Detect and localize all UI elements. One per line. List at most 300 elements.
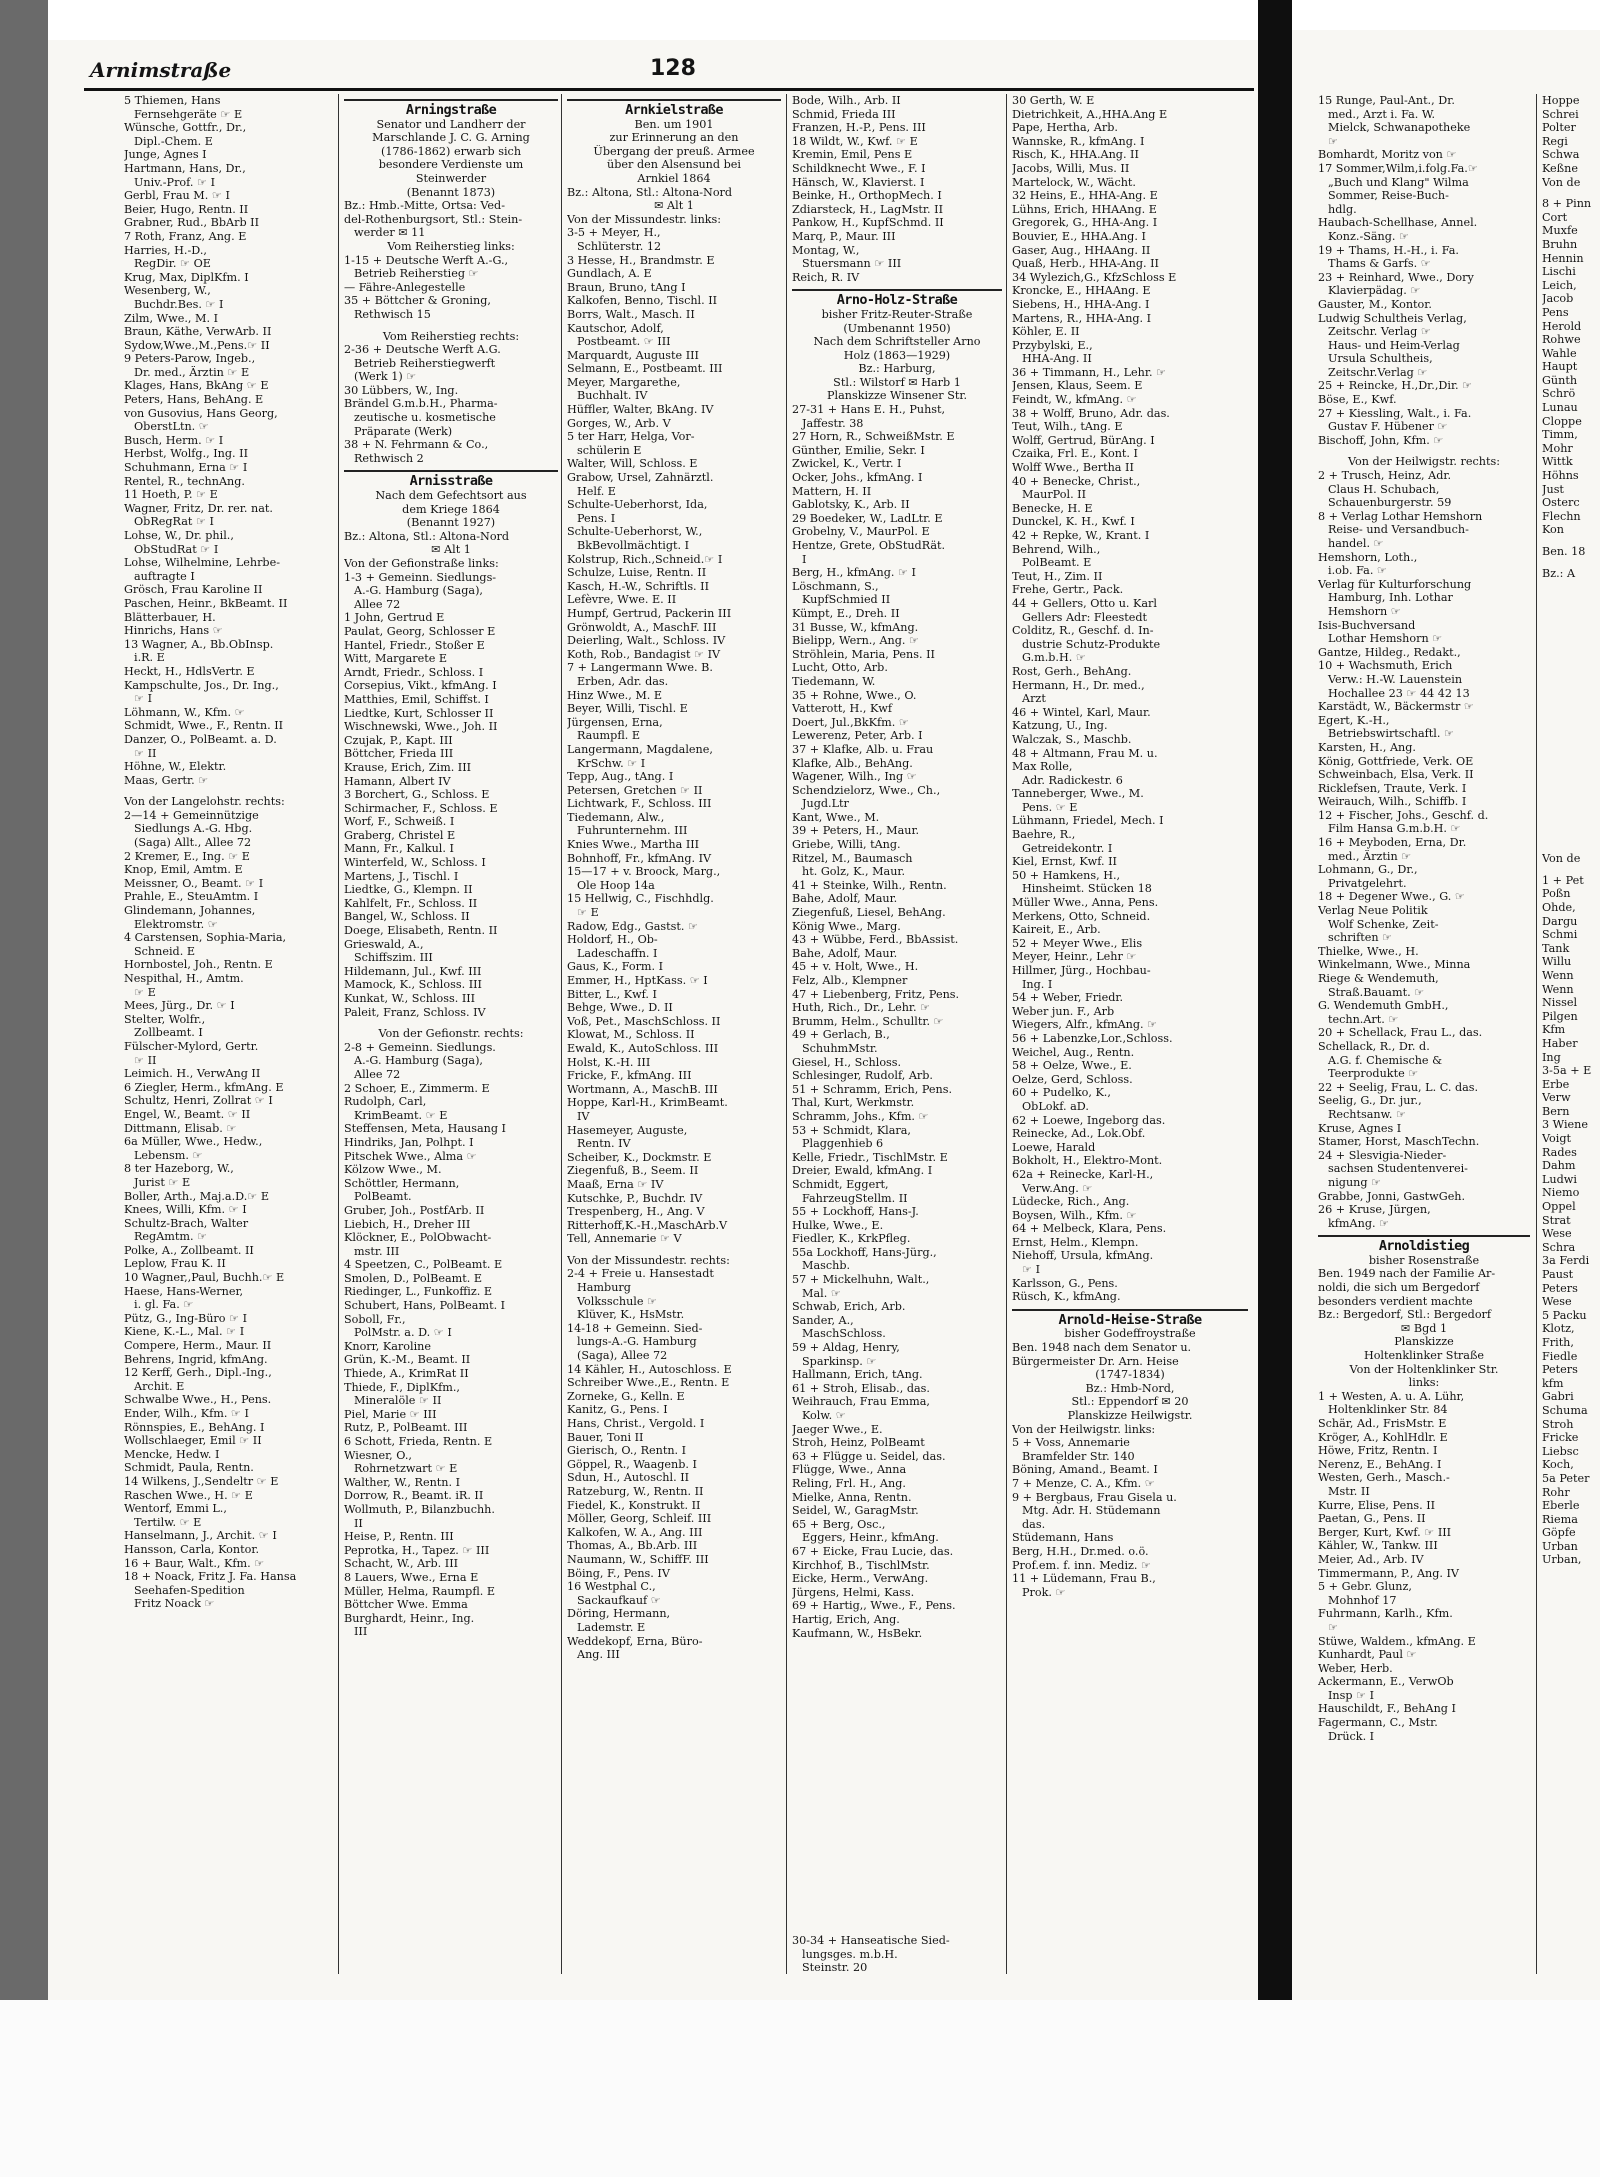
entry-continuation: ☞ E bbox=[134, 985, 156, 999]
directory-entry: 4 Carstensen, Sophia-Maria, bbox=[124, 931, 287, 945]
street-heading: Arnold-Heise-Straße bbox=[1012, 1309, 1248, 1328]
directory-entry: 4 Speetzen, C., PolBeamt. E bbox=[344, 1258, 503, 1272]
entry-gap bbox=[1542, 836, 1600, 844]
entry-continuation: Fritz Noack ☞ bbox=[134, 1597, 215, 1611]
entry-continuation: Haus- und Heim-Verlag bbox=[1328, 338, 1460, 352]
directory-entry: Sander, A., bbox=[792, 1313, 854, 1327]
street-note: Marschlande J. C. G. Arning bbox=[372, 131, 530, 145]
directory-entry: Schwa bbox=[1542, 148, 1580, 162]
entry-continuation: A.-G. Hamburg (Saga), bbox=[354, 1054, 483, 1068]
directory-entry: Pens bbox=[1542, 305, 1569, 319]
street-note: Arnkiel 1864 bbox=[637, 171, 711, 185]
directory-entry: Walter, Will, Schloss. E bbox=[567, 457, 698, 471]
street-note: Steinwerder bbox=[415, 171, 487, 185]
street-heading: Arnisstraße bbox=[344, 470, 558, 489]
directory-entry: Radow, Edg., Gastst. ☞ bbox=[567, 919, 698, 933]
directory-entry: Lichtwark, F., Schloss. III bbox=[567, 797, 712, 811]
directory-entry: Dreier, Ewald, kfmAng. I bbox=[792, 1164, 933, 1178]
street-note: Bz.: Harburg, bbox=[858, 362, 936, 376]
entry-gap bbox=[1542, 772, 1600, 780]
column-5 bbox=[1012, 94, 1248, 1974]
directory-entry: Thiede, F., DiplKfm., bbox=[344, 1380, 460, 1394]
directory-entry: Paulat, Georg, Schlosser E bbox=[344, 624, 496, 638]
directory-entry: Ohde, bbox=[1542, 900, 1576, 914]
directory-entry: Bielipp, Wern., Ang. ☞ bbox=[792, 634, 920, 648]
directory-entry: Bahe, Adolf, Maur. bbox=[792, 946, 898, 960]
directory-entry: 3a Ferdi bbox=[1542, 1254, 1590, 1268]
directory-entry: Schuhmann, Erna ☞ I bbox=[124, 461, 248, 475]
entry-continuation: med., Arzt i. Fa. W. bbox=[1328, 107, 1436, 121]
directory-entry: 15 Hellwig, C., Fischhdlg. bbox=[567, 892, 714, 906]
directory-entry: Krug, Max, DiplKfm. I bbox=[124, 270, 249, 284]
directory-entry: Kümpt, E., Dreh. II bbox=[792, 606, 900, 620]
directory-entry: Maaß, Erna ☞ IV bbox=[567, 1177, 664, 1191]
directory-entry: Wese bbox=[1542, 1227, 1572, 1241]
directory-entry: 34 Wylezich,G., KfzSchloss E bbox=[1012, 270, 1177, 284]
directory-entry: Weichel, Aug., Rentn. bbox=[1012, 1045, 1135, 1059]
directory-entry: Feindt, W., kfmAng. ☞ bbox=[1012, 393, 1137, 407]
directory-entry: Knop, Emil, Amtm. E bbox=[124, 863, 243, 877]
directory-entry: Teut, Wilh., tAng. E bbox=[1012, 420, 1123, 434]
directory-entry: Mann, Fr., Kalkul. I bbox=[344, 842, 454, 856]
directory-entry: von Gusovius, Hans Georg, bbox=[124, 406, 278, 420]
directory-entry: Nissel bbox=[1542, 996, 1578, 1010]
entry-continuation: dustrie Schutz-Produkte bbox=[1022, 637, 1161, 651]
directory-entry: Grobelny, V., MaurPol. E bbox=[792, 525, 930, 539]
directory-entry: Katzung, U., Ing. bbox=[1012, 719, 1108, 733]
directory-entry: Rost, Gerh., BehAng. bbox=[1012, 664, 1132, 678]
directory-entry: Paetan, G., Pens. II bbox=[1318, 1512, 1426, 1526]
directory-entry: Mielke, Anna, Rentn. bbox=[792, 1490, 912, 1504]
entry-continuation: Konz.-Säng. ☞ bbox=[1328, 229, 1410, 243]
directory-entry: Paust bbox=[1542, 1268, 1574, 1281]
directory-entry: Hornbostel, Joh., Rentn. E bbox=[124, 958, 273, 972]
street-note: Nach dem Gefechtsort aus bbox=[375, 489, 527, 503]
directory-entry: Timm, bbox=[1542, 428, 1578, 442]
directory-entry: Schulte-Ueberhorst, W., bbox=[567, 525, 703, 539]
directory-entry: Günther, Emilie, Sekr. I bbox=[792, 443, 925, 457]
entry-continuation: (Werk 1) ☞ bbox=[354, 370, 417, 384]
entry-continuation: Pens. ☞ E bbox=[1022, 800, 1078, 814]
directory-entry: 48 + Altmann, Frau M. u. bbox=[1012, 746, 1158, 760]
directory-entry: Ricklefsen, Traute, Verk. I bbox=[1318, 781, 1467, 795]
street-heading: Arno-Holz-Straße bbox=[792, 289, 1002, 308]
directory-entry: Kampschulte, Jos., Dr. Ing., bbox=[124, 678, 279, 692]
entry-gap bbox=[1542, 660, 1600, 668]
directory-entry: Hasemeyer, Auguste, bbox=[567, 1123, 688, 1137]
directory-entry: Beier, Hugo, Rentn. II bbox=[124, 202, 249, 216]
directory-entry: 40 + Benecke, Christ., bbox=[1012, 474, 1141, 488]
directory-entry: Bohnhoff, Fr., kfmAng. IV bbox=[567, 851, 712, 865]
directory-entry: 23 + Reinhard, Wwe., Dory bbox=[1318, 270, 1474, 284]
entry-continuation: III bbox=[354, 1625, 368, 1639]
directory-entry: Klafke, Alb., BehAng. bbox=[792, 756, 913, 770]
entry-continuation: MaurPol. II bbox=[1022, 488, 1087, 502]
directory-entry: 9 + Bergbaus, Frau Gisela u. bbox=[1012, 1490, 1177, 1504]
directory-entry: 27 + Kiessling, Walt., i. Fa. bbox=[1318, 406, 1472, 420]
directory-entry: Holdorf, H., Ob- bbox=[567, 933, 658, 947]
directory-entry: Knies Wwe., Martha III bbox=[567, 838, 700, 852]
directory-entry: 27 Horn, R., SchweißMstr. E bbox=[792, 430, 955, 444]
directory-entry: Gerbl, Frau M. ☞ I bbox=[124, 189, 230, 203]
directory-entry: Schwab, Erich, Arb. bbox=[792, 1300, 906, 1314]
directory-entry: Beyer, Willi, Tischl. E bbox=[567, 702, 688, 716]
directory-entry: Haese, Hans-Werner, bbox=[124, 1284, 244, 1298]
directory-entry: Zdiarsteck, H., LagMstr. II bbox=[792, 202, 943, 216]
entry-gap bbox=[1542, 748, 1600, 756]
directory-entry: Benecke, H. E bbox=[1012, 501, 1093, 515]
directory-entry: Peprotka, H., Tapez. ☞ III bbox=[344, 1543, 490, 1557]
directory-entry: Ewald, K., AutoSchloss. III bbox=[567, 1041, 719, 1055]
directory-entry: Schra bbox=[1542, 1240, 1576, 1254]
directory-entry: Gaus, K., Form. I bbox=[567, 960, 664, 974]
directory-entry: Möller, Georg, Schleif. III bbox=[567, 1512, 712, 1526]
entry-gap bbox=[1542, 588, 1600, 596]
entry-continuation: Arzt bbox=[1022, 692, 1046, 706]
directory-entry: Westen, Gerh., Masch.- bbox=[1318, 1471, 1450, 1485]
directory-entry: Oppel bbox=[1542, 1200, 1576, 1214]
directory-entry: Max Rolle, bbox=[1012, 760, 1073, 774]
directory-entry: Wollmuth, P., Bilanzbuchh. bbox=[344, 1502, 495, 1516]
directory-entry: Corsepius, Vikt., kfmAng. I bbox=[344, 679, 497, 693]
directory-entry: 18 + Degener Wwe., G. ☞ bbox=[1318, 890, 1465, 904]
entry-continuation: Rentn. IV bbox=[577, 1137, 631, 1151]
street-note: zur Erinnerung an den bbox=[609, 131, 739, 145]
directory-entry: Ben. 18 bbox=[1542, 545, 1586, 558]
directory-entry: Vatterott, H., Kwf bbox=[792, 702, 893, 716]
entry-continuation: Mstr. II bbox=[1328, 1484, 1370, 1498]
column-4 bbox=[792, 94, 1002, 1934]
directory-entry: Kölzow Wwe., M. bbox=[344, 1163, 442, 1177]
directory-entry: Seelig, G., Dr. jur., bbox=[1318, 1094, 1422, 1108]
directory-entry: 58 + Oelze, Wwe., E. bbox=[1012, 1059, 1132, 1073]
directory-entry: Harries, H.-D., bbox=[124, 243, 207, 257]
entry-continuation: Allee 72 bbox=[354, 1067, 401, 1081]
directory-entry: 18 Wildt, W., Kwf. ☞ E bbox=[792, 134, 918, 148]
directory-entry: Hanselmann, J., Archit. ☞ I bbox=[124, 1529, 277, 1543]
column-divider bbox=[1536, 94, 1537, 1974]
entry-gap bbox=[1542, 692, 1600, 700]
directory-entry: Gregorek, G., HHA-Ang. I bbox=[1012, 216, 1158, 230]
directory-entry: 7 + Langermann Wwe. B. bbox=[567, 661, 713, 675]
entry-continuation: Fernsehgeräte ☞ E bbox=[134, 107, 243, 121]
street-note: Holz (1863—1929) bbox=[843, 348, 951, 362]
directory-entry: Ludwig Schultheis Verlag, bbox=[1318, 311, 1467, 325]
street-note: ✉ Alt 1 bbox=[431, 543, 471, 557]
directory-entry: Dittmann, Elisab. ☞ bbox=[124, 1121, 237, 1135]
entry-continuation: Thams & Garfs. ☞ bbox=[1328, 257, 1431, 271]
entry-continuation: Gellers Adr: Fleestedt bbox=[1022, 610, 1147, 624]
directory-entry: Deierling, Walt., Schloss. IV bbox=[567, 634, 726, 648]
directory-entry: Just bbox=[1542, 482, 1564, 496]
entry-continuation: Insp ☞ I bbox=[1328, 1688, 1375, 1702]
directory-entry: Meissner, O., Beamt. ☞ I bbox=[124, 876, 264, 890]
directory-entry: 1-3 + Gemeinn. Siedlungs- bbox=[344, 570, 497, 584]
directory-entry: Felz, Alb., Klempner bbox=[792, 974, 908, 987]
directory-entry: Klöckner, E., PolObwacht- bbox=[344, 1231, 492, 1245]
running-header-street: Arnimstraße bbox=[90, 58, 232, 82]
entry-continuation: med., Ärztin ☞ bbox=[1328, 849, 1412, 863]
directory-entry: Braun, Käthe, VerwArb. II bbox=[124, 325, 272, 339]
directory-entry: Schulte-Ueberhorst, Ida, bbox=[567, 498, 708, 512]
directory-entry: Emmer, H., HptKass. ☞ I bbox=[567, 974, 708, 987]
entry-continuation: ☞ E bbox=[577, 906, 599, 920]
directory-entry: Karlsson, G., Pens. bbox=[1012, 1276, 1118, 1290]
entry-gap bbox=[1542, 756, 1600, 764]
column-3 bbox=[567, 94, 781, 1974]
directory-entry: Ludwi bbox=[1542, 1172, 1577, 1186]
directory-entry: Boller, Arth., Maj.a.D.☞ E bbox=[124, 1189, 270, 1203]
directory-entry: Doege, Elisabeth, Rentn. II bbox=[344, 924, 498, 938]
street-heading: Arnoldistieg bbox=[1318, 1235, 1530, 1254]
directory-entry: Martens, R., HHA-Ang. I bbox=[1012, 311, 1152, 325]
directory-entry: 43 + Wübbe, Ferd., BbAssist. bbox=[792, 933, 959, 947]
entry-continuation: II bbox=[354, 1516, 363, 1530]
directory-entry: Verlag Neue Politik bbox=[1318, 904, 1428, 918]
entry-continuation: i.ob. Fa. ☞ bbox=[1328, 564, 1387, 578]
directory-entry: Wese bbox=[1542, 1295, 1572, 1309]
street-note: Von der Holtenklinker Str. bbox=[1349, 1362, 1499, 1376]
entry-continuation: Kolw. ☞ bbox=[802, 1409, 846, 1422]
directory-entry: Kalkofen, W. A., Ang. III bbox=[567, 1525, 703, 1539]
directory-entry: Giesel, H., Schloss. bbox=[792, 1055, 902, 1069]
entry-continuation: Rethwisch 15 bbox=[354, 307, 431, 321]
directory-entry: Kfm bbox=[1542, 1023, 1566, 1037]
directory-entry: Wiegers, Alfr., kfmAng. ☞ bbox=[1012, 1018, 1158, 1032]
directory-entry: Trespenberg, H., Ang. V bbox=[567, 1205, 705, 1219]
directory-entry: Ackermann, E., VerwOb bbox=[1318, 1675, 1454, 1689]
entry-continuation: Jurist ☞ E bbox=[134, 1175, 191, 1189]
directory-entry: Wolff Wwe., Bertha II bbox=[1012, 461, 1134, 475]
directory-entry: Bz.: A bbox=[1542, 566, 1576, 580]
directory-entry: 30-34 + Hanseatische Sied- bbox=[792, 1934, 950, 1947]
directory-entry: 5 Thiemen, Hans bbox=[124, 94, 221, 107]
directory-entry: Beinke, H., OrthopMech. I bbox=[792, 189, 942, 203]
directory-entry: Hallmann, Erich, tAng. bbox=[792, 1368, 923, 1382]
directory-entry: Jaeger Wwe., E. bbox=[792, 1422, 883, 1436]
directory-entry: Tiedemann, W. bbox=[792, 674, 876, 688]
directory-entry: 44 + Gellers, Otto u. Karl bbox=[1012, 596, 1157, 610]
directory-entry: Wolff, Gertrud, BürAng. I bbox=[1012, 433, 1155, 447]
street-note: Stl.: Eppendorf ✉ 20 bbox=[1071, 1395, 1189, 1409]
entry-continuation: PolBeamt. E bbox=[1022, 556, 1092, 570]
directory-entry: 5 ter Harr, Helga, Vor- bbox=[567, 430, 695, 444]
directory-entry: Nerenz, E., BehAng. I bbox=[1318, 1457, 1442, 1471]
directory-entry: Wentorf, Emmi L., bbox=[124, 1502, 227, 1516]
street-note: Vom Reiherstieg rechts: bbox=[382, 329, 520, 343]
directory-entry: 27-31 + Hans E. H., Puhst, bbox=[792, 403, 946, 417]
directory-entry: Witt, Margarete E bbox=[344, 652, 448, 666]
directory-entry: Oelze, Gerd, Schloss. bbox=[1012, 1072, 1133, 1086]
directory-entry: Gauster, M., Kontor. bbox=[1318, 297, 1432, 311]
directory-entry: Herold bbox=[1542, 319, 1582, 333]
entry-continuation: ☞ II bbox=[134, 746, 157, 760]
column-1 bbox=[124, 94, 332, 1974]
entry-continuation: Mtg. Adr. H. Stüdemann bbox=[1022, 1504, 1161, 1518]
directory-entry: Niemo bbox=[1542, 1186, 1580, 1200]
directory-entry: Karstädt, W., Bäckermstr ☞ bbox=[1318, 700, 1474, 714]
directory-entry: 24 + Slesvigia-Nieder- bbox=[1318, 1148, 1447, 1162]
directory-entry: Grün, K.-M., Beamt. II bbox=[344, 1353, 471, 1367]
directory-entry: Quaß, Herb., HHA-Ang. II bbox=[1012, 257, 1159, 271]
directory-entry: 29 Boedeker, W., LadLtr. E bbox=[792, 511, 943, 525]
directory-entry: Czujak, P., Kapt. III bbox=[344, 733, 453, 747]
entry-continuation: Buchhalt. IV bbox=[577, 389, 648, 403]
directory-entry: Berger, Kurt, Kwf. ☞ III bbox=[1318, 1525, 1452, 1539]
directory-entry: Schultz-Brach, Walter bbox=[124, 1216, 249, 1230]
directory-entry: Bürgermeister Dr. Arn. Heise bbox=[1012, 1354, 1179, 1368]
page-background-margin bbox=[0, 2000, 1600, 2177]
directory-entry: Voigt bbox=[1542, 1132, 1572, 1146]
directory-entry: Schrö bbox=[1542, 387, 1576, 401]
directory-entry: Pitschek Wwe., Alma ☞ bbox=[344, 1149, 477, 1163]
entry-gap bbox=[1542, 866, 1600, 874]
directory-entry: Rudolph, Carl, bbox=[344, 1095, 427, 1109]
directory-entry: 18 + Noack, Fritz J. Fa. Hansa bbox=[124, 1570, 297, 1584]
directory-entry: Peters, Hans, BehAng. E bbox=[124, 393, 264, 407]
directory-entry: Osterc bbox=[1542, 496, 1580, 510]
directory-entry: Bode, Wilh., Arb. II bbox=[792, 94, 901, 107]
directory-entry: Schultz, Henri, Zollrat ☞ I bbox=[124, 1094, 273, 1108]
directory-entry: Przybylski, E., bbox=[1012, 338, 1093, 352]
entry-continuation: Präparate (Werk) bbox=[354, 424, 453, 438]
directory-entry: Dargu bbox=[1542, 914, 1578, 928]
entry-continuation: Jaffestr. 38 bbox=[802, 416, 864, 430]
entry-continuation: Betrieb Reiherstiegwerft bbox=[354, 356, 496, 370]
directory-entry: 60 + Pudelko, K., bbox=[1012, 1086, 1111, 1100]
entry-continuation: hdlg. bbox=[1328, 202, 1357, 216]
directory-entry: 63 + Flügge u. Seidel, das. bbox=[792, 1449, 946, 1463]
directory-entry: Grönwoldt, A., MaschF. III bbox=[567, 620, 717, 634]
street-heading: Arningstraße bbox=[344, 99, 558, 118]
directory-entry: Rentel, R., technAng. bbox=[124, 474, 245, 488]
directory-entry: Winkelmann, Wwe., Minna bbox=[1318, 958, 1471, 972]
directory-entry: Reinecke, Ad., Lok.Obf. bbox=[1012, 1127, 1146, 1141]
column-2 bbox=[344, 94, 558, 1974]
entry-continuation: Schneid. E bbox=[134, 944, 195, 958]
street-note: (Benannt 1927) bbox=[406, 516, 496, 530]
entry-continuation: Erben, Adr. das. bbox=[577, 674, 669, 688]
directory-entry: Tell, Annemarie ☞ V bbox=[567, 1232, 682, 1246]
directory-entry: 2—14 + Gemeinnützige bbox=[124, 808, 259, 822]
directory-entry: Walczak, S., Maschb. bbox=[1012, 732, 1132, 746]
directory-entry: Pape, Hertha, Arb. bbox=[1012, 121, 1118, 135]
entry-continuation: I bbox=[802, 552, 807, 566]
entry-gap bbox=[1542, 537, 1600, 545]
directory-entry: Bern bbox=[1542, 1104, 1570, 1118]
entry-gap bbox=[1542, 628, 1600, 636]
directory-entry: 38 + N. Fehrmann & Co., bbox=[344, 438, 489, 452]
directory-entry: Winterfeld, W., Schloss. I bbox=[344, 856, 486, 870]
entry-continuation: Steinstr. 20 bbox=[802, 1961, 868, 1975]
entry-continuation: zeutische u. kosmetische bbox=[354, 411, 496, 425]
directory-entry: Danzer, O., PolBeamt. a. D. bbox=[124, 732, 277, 746]
directory-entry: Wahle bbox=[1542, 346, 1577, 360]
directory-entry: Weihrauch, Frau Emma, bbox=[792, 1395, 930, 1409]
directory-entry: Rades bbox=[1542, 1145, 1577, 1159]
directory-entry: Fiedler, K., KrkPfleg. bbox=[792, 1232, 911, 1246]
directory-entry: Ben. 1948 nach dem Senator u. bbox=[1012, 1341, 1192, 1355]
entry-continuation: Klüver, K., HsMstr. bbox=[577, 1308, 685, 1322]
directory-entry: Hoppe bbox=[1542, 94, 1580, 107]
directory-entry: 67 + Eicke, Frau Lucie, das. bbox=[792, 1544, 954, 1558]
directory-entry: Von der Missundestr. links: bbox=[567, 212, 722, 226]
directory-entry: Graberg, Christel E bbox=[344, 828, 456, 842]
directory-entry: Schuma bbox=[1542, 1403, 1588, 1417]
entry-continuation: das. bbox=[1022, 1517, 1046, 1531]
directory-entry: 62 + Loewe, Ingeborg das. bbox=[1012, 1113, 1166, 1127]
directory-entry: Ender, Wilh., Kfm. ☞ I bbox=[124, 1407, 249, 1420]
directory-entry: 56 + Labenzke,Lor.,Schloss. bbox=[1012, 1031, 1173, 1045]
directory-entry: Piel, Marie ☞ III bbox=[344, 1407, 437, 1421]
directory-entry: Mamock, K., Schloss. III bbox=[344, 978, 482, 992]
directory-entry: Gundlach, A. E bbox=[567, 267, 652, 281]
directory-entry: Hansson, Carla, Kontor. bbox=[124, 1542, 260, 1556]
directory-entry: Löschmann, S., bbox=[792, 579, 879, 593]
directory-entry: Jacob bbox=[1542, 292, 1574, 306]
entry-gap bbox=[1542, 844, 1600, 852]
directory-entry: Scheiber, K., Dockmstr. E bbox=[567, 1150, 712, 1164]
entry-continuation: nigung ☞ bbox=[1328, 1175, 1382, 1189]
directory-entry: Döring, Hermann, bbox=[567, 1607, 671, 1621]
directory-entry: Riege & Wendemuth, bbox=[1318, 972, 1439, 985]
entry-continuation: Adr. Radickestr. 6 bbox=[1022, 773, 1123, 787]
directory-entry: 64 + Melbeck, Klara, Pens. bbox=[1012, 1222, 1167, 1236]
directory-entry: Hüffler, Walter, BkAng. IV bbox=[567, 403, 714, 417]
entry-continuation: KrSchw. ☞ I bbox=[577, 756, 646, 770]
directory-entry: Ernst, Helm., Klempn. bbox=[1012, 1235, 1139, 1249]
entry-continuation: Privatgelehrt. bbox=[1328, 876, 1407, 890]
directory-entry: Höhns bbox=[1542, 469, 1579, 483]
directory-entry: 20 + Schellack, Frau L., das. bbox=[1318, 1026, 1483, 1040]
directory-entry: 39 + Peters, H., Maur. bbox=[792, 824, 920, 838]
entry-gap bbox=[567, 1246, 781, 1254]
directory-entry: Ziegenfuß, Liesel, BehAng. bbox=[792, 906, 946, 920]
directory-entry: Riedinger, L., Funkoffiz. E bbox=[344, 1285, 493, 1299]
directory-entry: Bouvier, E., HHA.Ang. I bbox=[1012, 229, 1146, 243]
directory-entry: 46 + Wintel, Karl, Maur. bbox=[1012, 705, 1151, 719]
directory-entry: Gantze, Hildeg., Redakt., bbox=[1318, 645, 1461, 659]
directory-entry: Cort bbox=[1542, 210, 1568, 224]
directory-entry: 52 + Meyer Wwe., Elis bbox=[1012, 936, 1143, 950]
entry-continuation: Rohrnetzwart ☞ E bbox=[354, 1462, 458, 1476]
entry-gap bbox=[1542, 828, 1600, 836]
directory-entry: noldi, die sich um Bergedorf bbox=[1318, 1281, 1480, 1295]
street-note: dem Kriege 1864 bbox=[402, 502, 500, 516]
directory-entry: Lischi bbox=[1542, 265, 1576, 279]
street-note: Übergang der preuß. Armee bbox=[593, 144, 755, 158]
directory-entry: Doert, Jul.,BkKfm. ☞ bbox=[792, 715, 909, 729]
directory-entry: Stamer, Horst, MaschTechn. bbox=[1318, 1135, 1480, 1149]
directory-entry: Dunckel, K. H., Kwf. I bbox=[1012, 515, 1135, 529]
directory-entry: Langermann, Magdalene, bbox=[567, 742, 713, 756]
directory-entry: Poßn bbox=[1542, 887, 1571, 901]
entry-gap bbox=[1542, 812, 1600, 820]
directory-entry: Behge, Wwe., D. II bbox=[567, 1001, 673, 1015]
directory-entry: Busch, Herm. ☞ I bbox=[124, 433, 224, 447]
directory-entry: Bomhardt, Moritz von ☞ bbox=[1318, 148, 1457, 162]
directory-entry: Höwe, Fritz, Rentn. I bbox=[1318, 1444, 1438, 1458]
directory-entry: Von der Gefionstraße links: bbox=[344, 557, 499, 570]
directory-entry: Fagermann, C., Mstr. bbox=[1318, 1716, 1438, 1730]
directory-entry: Marquardt, Auguste III bbox=[567, 348, 699, 362]
directory-entry: Merkens, Otto, Schneid. bbox=[1012, 909, 1151, 923]
directory-entry: Hindriks, Jan, Polhpt. I bbox=[344, 1135, 474, 1149]
directory-entry: Meier, Ad., Arb. IV bbox=[1318, 1552, 1424, 1566]
directory-entry: Burghardt, Heinr., Ing. bbox=[344, 1611, 475, 1625]
directory-entry: 3-5 + Meyer, H., bbox=[567, 226, 661, 240]
directory-entry: Kasch, H.-W., Schriftls. II bbox=[567, 579, 710, 593]
